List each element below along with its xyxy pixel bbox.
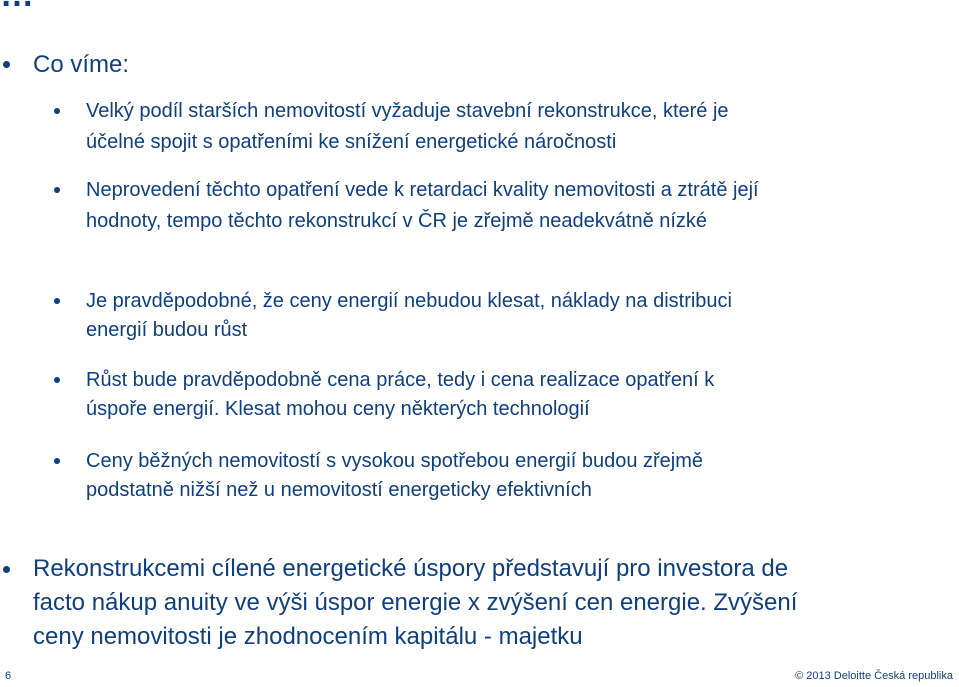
list-item-line: Růst bude pravděpodobně cena práce, tedy i cena realizace opatření k [86, 369, 715, 391]
bullet-dot [54, 298, 60, 304]
closing-bullet-line: ceny nemovitosti je zhodnocením kapitálu - majetku [33, 623, 583, 650]
list-item-line: účelné spojit s opatřeními ke snížení energetické náročnosti [86, 131, 617, 153]
title-fragment [0, 0, 35, 12]
closing-bullet-line: facto nákup anuity ve výši úspor energie x zvýšení cen energie. Zvýšení [33, 589, 798, 616]
list-item-line: Velký podíl starších nemovitostí vyžaduje stavební rekonstrukce, které je [86, 100, 729, 122]
list-item-line: hodnoty, tempo těchto rekonstrukcí v ČR je zřejmě neadekvátně nízké [86, 210, 708, 232]
bullet-dot [3, 566, 10, 573]
list-item-line: Ceny běžných nemovitostí s vysokou spotřebou energií budou zřejmě [86, 450, 704, 472]
heading-bullet-text: Co víme: [33, 51, 130, 78]
page-number: 6 [5, 670, 12, 682]
list-item-line: energií budou růst [86, 319, 248, 341]
bullet-dot [3, 61, 10, 68]
bullet-dot [54, 458, 60, 464]
list-item-line: Je pravděpodobné, že ceny energií nebudou klesat, náklady na distribuci [86, 290, 732, 312]
list-item-line: podstatně nižší než u nemovitostí energeticky efektivních [86, 479, 592, 501]
bullet-dot [54, 377, 60, 383]
bullet-dot [54, 187, 60, 193]
copyright-notice: © 2013 Deloitte Česká republika [795, 670, 953, 682]
bullet-dot [54, 108, 60, 114]
list-item-line: úspoře energií. Klesat mohou ceny některých technologií [86, 398, 590, 420]
list-item-line: Neprovedení těchto opatření vede k retardaci kvality nemovitosti a ztrátě její [86, 179, 759, 201]
closing-bullet-line: Rekonstrukcemi cílené energetické úspory představují pro investora de [33, 555, 789, 582]
